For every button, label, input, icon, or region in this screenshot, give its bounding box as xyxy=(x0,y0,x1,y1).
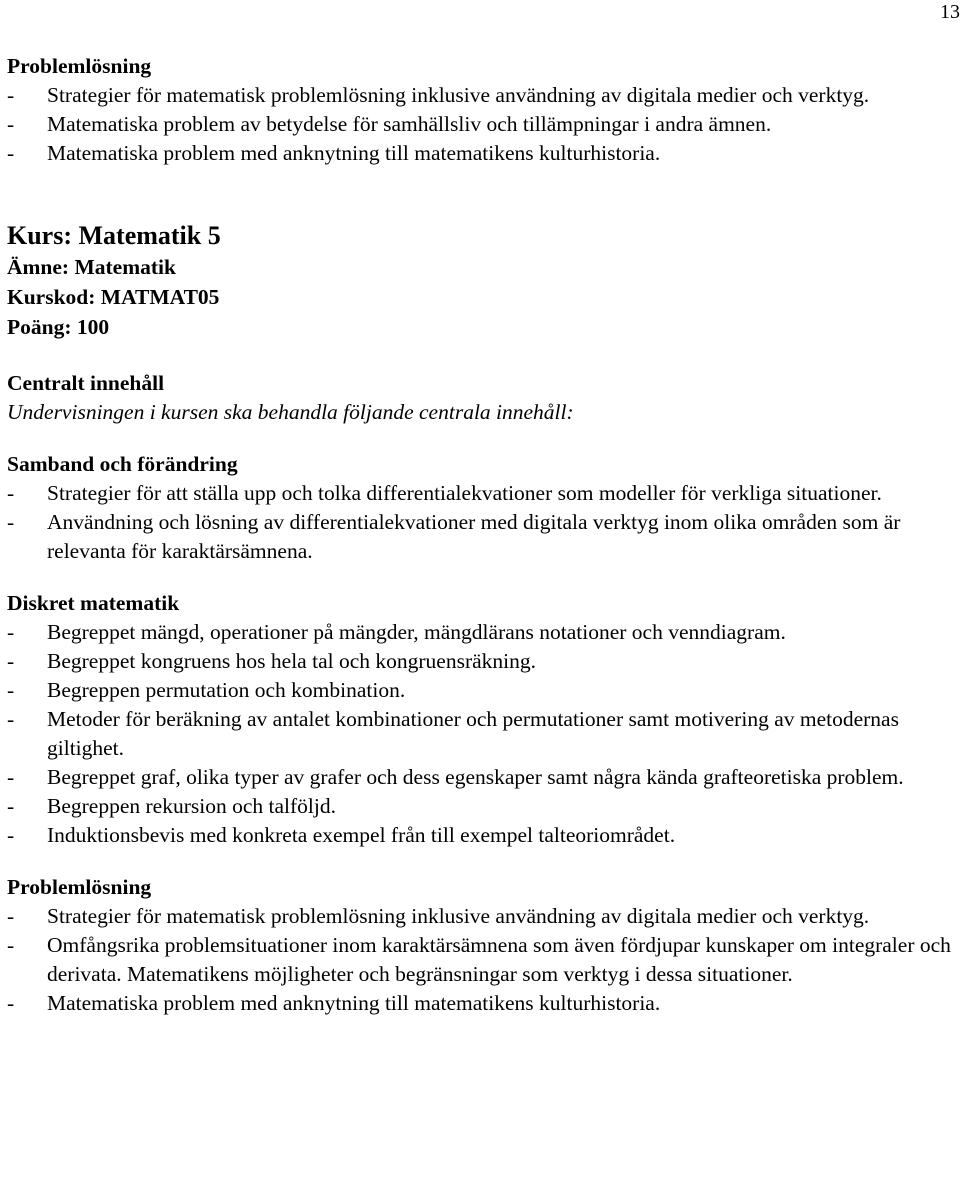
section-heading: Diskret matematik xyxy=(7,591,180,615)
list-item xyxy=(7,989,960,1018)
section-diskret xyxy=(7,589,960,850)
central-content-intro: Undervisningen i kursen ska behandla följande centrala innehåll: xyxy=(7,400,574,424)
list-item-text: Begreppet kongruens hos hela tal och kongruensräkning. xyxy=(47,649,536,673)
bullet-list xyxy=(7,81,960,168)
dash-marker: - xyxy=(7,678,15,702)
dash-marker: - xyxy=(7,823,15,847)
list-item xyxy=(7,792,960,821)
bullet-list xyxy=(7,618,960,850)
list-item-text: Begreppen rekursion och talföljd. xyxy=(47,794,336,818)
list-item xyxy=(7,618,960,647)
list-item-text: Användning och lösning av differentialekvationer med digitala verktyg inom olika områden som är relevanta för karaktärsämnena. xyxy=(47,510,901,563)
course-info xyxy=(7,220,960,342)
list-item-text: Matematiska problem med anknytning till matematikens kulturhistoria. xyxy=(47,141,661,165)
list-item-text: Omfångsrika problemsituationer inom karaktärsämnena som även fördjupar kunskaper om integraler och derivata. Matematikens möjligheter och begränsningar som verktyg i dessa situationer. xyxy=(47,933,951,986)
list-item-text: Begreppet mängd, operationer på mängder, mängdlärans notationer och venndiagram. xyxy=(47,620,786,644)
section-heading: Samband och förändring xyxy=(7,452,238,476)
list-item xyxy=(7,479,960,508)
section-samband xyxy=(7,450,960,566)
dash-marker: - xyxy=(7,933,15,957)
dash-marker: - xyxy=(7,991,15,1015)
bullet-list xyxy=(7,902,960,1018)
spacer xyxy=(7,342,960,369)
intro-section xyxy=(7,52,960,168)
list-item-text: Strategier för att ställa upp och tolka differentialekvationer som modeller för verkliga situationer. xyxy=(47,481,882,505)
list-item xyxy=(7,676,960,705)
section-heading: Problemlösning xyxy=(7,875,152,899)
section-problemlosning xyxy=(7,873,960,1018)
dash-marker: - xyxy=(7,83,15,107)
section-heading: Problemlösning xyxy=(7,54,152,78)
spacer xyxy=(7,427,960,450)
dash-marker: - xyxy=(7,141,15,165)
dash-marker: - xyxy=(7,620,15,644)
dash-marker: - xyxy=(7,510,15,534)
list-item xyxy=(7,705,960,763)
dash-marker: - xyxy=(7,794,15,818)
list-item xyxy=(7,902,960,931)
central-content-heading: Centralt innehåll xyxy=(7,371,165,395)
list-item-text: Begreppen permutation och kombination. xyxy=(47,678,406,702)
list-item xyxy=(7,931,960,989)
spacer xyxy=(7,566,960,589)
page-number: 13 xyxy=(940,1,960,23)
dash-marker: - xyxy=(7,649,15,673)
list-item xyxy=(7,647,960,676)
course-code: Kurskod: MATMAT05 xyxy=(7,285,220,309)
list-item-text: Matematiska problem av betydelse för samhällsliv och tillämpningar i andra ämnen. xyxy=(47,112,772,136)
spacer xyxy=(7,850,960,873)
dash-marker: - xyxy=(7,112,15,136)
list-item-text: Induktionsbevis med konkreta exempel från till exempel talteoriområdet. xyxy=(47,823,676,847)
list-item xyxy=(7,139,960,168)
dash-marker: - xyxy=(7,481,15,505)
list-item-text: Matematiska problem med anknytning till matematikens kulturhistoria. xyxy=(47,991,661,1015)
dash-marker: - xyxy=(7,904,15,928)
list-item-text: Begreppet graf, olika typer av grafer och dess egenskaper samt några kända grafteoretiska problem. xyxy=(47,765,904,789)
course-title: Kurs: Matematik 5 xyxy=(7,221,221,250)
list-item xyxy=(7,821,960,850)
bullet-list xyxy=(7,479,960,566)
document-body xyxy=(7,52,960,1018)
course-subject: Ämne: Matematik xyxy=(7,255,176,279)
list-item-text: Metoder för beräkning av antalet kombinationer och permutationer samt motivering av metodernas giltighet. xyxy=(47,707,899,760)
list-item xyxy=(7,763,960,792)
list-item-text: Strategier för matematisk problemlösning inklusive användning av digitala medier och verktyg. xyxy=(47,83,870,107)
dash-marker: - xyxy=(7,765,15,789)
list-item xyxy=(7,508,960,566)
list-item-text: Strategier för matematisk problemlösning inklusive användning av digitala medier och verktyg. xyxy=(47,904,870,928)
list-item xyxy=(7,81,960,110)
spacer xyxy=(7,168,960,220)
dash-marker: - xyxy=(7,707,15,731)
central-content xyxy=(7,369,960,427)
course-points: Poäng: 100 xyxy=(7,315,110,339)
list-item xyxy=(7,110,960,139)
